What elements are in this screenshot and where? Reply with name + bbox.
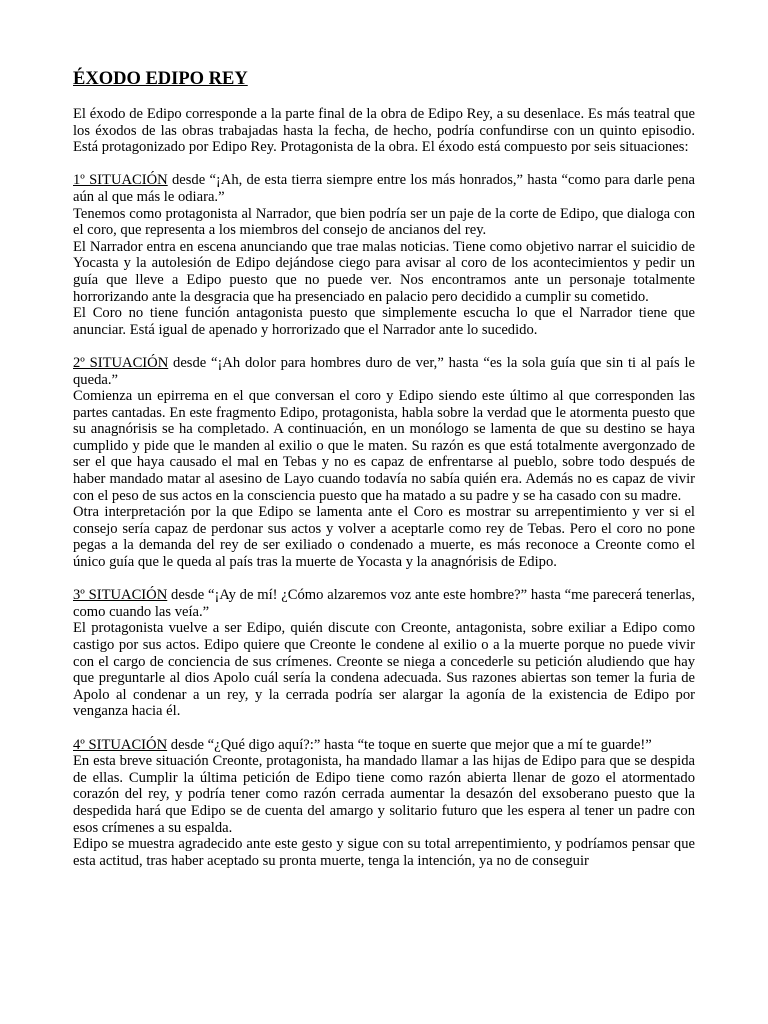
situation-3-label: 3º SITUACIÓN	[73, 587, 168, 604]
situation-1-paragraph-1: Tenemos como protagonista al Narrador, que bien podría ser un paje de la corte de Edipo, que dialoga con el coro, que representa a los miembros del consejo de ancianos del rey.	[73, 205, 695, 239]
situation-2-paragraph-1: Comienza un epirrema en el que conversan el coro y Edipo siendo este último al que corresponden las partes cantadas. En este fragmento Edipo, protagonista, habla sobre la verdad que le atormenta puesto que su anagnórisis se ha completado. A continuación, en un monólogo se lamenta de que su destino se haya cumplido y pide que le manden al exilio o que le maten. Su razón es que está totalmente avergonzado de ser el que haya causado el mal en Tebas y no es capaz de enfrentarse al pueblo, sobre todo después de haber mandado matar al asesino de Layo cuando todavía no sabía quién era. Además no es capaz de vivir con el peso de sus actos en la consciencia puesto que ha matado a su padre y se ha casado con su madre.	[73, 388, 695, 504]
situation-3-paragraph-1: El protagonista vuelve a ser Edipo, quién discute con Creonte, antagonista, sobre exiliar a Edipo como castigo por sus actos. Edipo quiere que Creonte le condene al exilio o a la muerte porque no puede vivir con el cargo de conciencia de sus crímenes. Creonte se niega a concederle su petición aludiendo que hay que preguntarle al dios Apolo cuál sería la condena adecuada. Sus razones abiertas son temer la furia de Apolo al condenar a un rey, y la cerrada podría ser alargar la agonía de la existencia de Edipo por venganza hacia él.	[73, 620, 695, 720]
situation-3-heading	[73, 587, 695, 620]
situation-1-label: 1º SITUACIÓN	[73, 172, 168, 189]
situation-1-heading	[73, 172, 695, 205]
situation-2-label: 2º SITUACIÓN	[73, 354, 169, 371]
situation-1-desc: desde “¡Ah, de esta tierra siempre entre los más honrados,” hasta “como para darle pena aún al que más le odiara.”	[73, 172, 695, 205]
situation-4-paragraph-1: En esta breve situación Creonte, protagonista, ha mandado llamar a las hijas de Edipo para que se despida de ellas. Cumplir la última petición de Edipo tiene como razón abierta llenar de gozo el atormentado corazón del rey, y podría tener como razón cerrada aumentar la desazón del exsoberano puesto que la despedida hará que Edipo se de cuenta del amargo y solitario futuro que les espera al tener un padre con esos crímenes a su espalda.	[73, 753, 695, 836]
situation-4-desc: desde “¿Qué digo aquí?:” hasta “te toque en suerte que mejor que a mí te guarde!”	[167, 736, 652, 753]
situation-3-desc: desde “¡Ay de mí! ¿Cómo alzaremos voz ante este hombre?” hasta “me parecerá tenerlas, como cuando las veía.”	[73, 587, 695, 620]
situation-2-paragraph-2: Otra interpretación por la que Edipo se lamenta ante el Coro es mostrar su arrepentimiento y ver si el consejo sería capaz de perdonar sus actos y volver a aceptarle como rey de Tebas. Pero el coro no pone pegas a la demanda del rey de ser exiliado o condenado a muerte, es más reconoce a Creonte como el único guía que le queda al país tras la muerte de Yocasta y la anagnórisis de Edipo.	[73, 504, 695, 571]
situation-1-paragraph-3: El Coro no tiene función antagonista puesto que simplemente escucha lo que el Narrador tiene que anunciar. Está igual de apenado y horrorizado que el Narrador ante lo sucedido.	[73, 305, 695, 338]
intro-paragraph: El éxodo de Edipo corresponde a la parte final de la obra de Edipo Rey, a su desenlace. Es más teatral que los éxodos de las obras trabajadas hasta la fecha, de hecho, podría confundirse con un quinto episodio. Está protagonizado por Edipo Rey. Protagonista de la obra. El éxodo está compuesto por seis situaciones:	[73, 106, 695, 156]
situation-2-desc: desde “¡Ah dolor para hombres duro de ver,” hasta “es la sola guía que sin ti al país le queda.”	[73, 354, 695, 388]
situation-4-label: 4º SITUACIÓN	[73, 736, 168, 753]
situation-1-paragraph-2: El Narrador entra en escena anunciando que trae malas noticias. Tiene como objetivo narrar el suicidio de Yocasta y la autolesión de Edipo dejándose ciego para avisar al coro de los acontecimientos y pedir un guía que lleve a Edipo puesto que no puede ver. Nos encontramos ante un personaje totalmente horrorizando ante la desgracia que ha presenciado en palacio pero decidido a cumplir su cometido.	[73, 238, 695, 305]
document-title: ÉXODO EDIPO REY	[73, 69, 248, 89]
situation-4-heading	[73, 737, 695, 754]
situation-4-paragraph-2: Edipo se muestra agradecido ante este gesto y sigue con su total arrepentimiento, y podríamos pensar que esta actitud, tras haber aceptado su pronta muerte, tenga la intención, ya no de conseguir	[73, 836, 695, 869]
situation-2-heading	[73, 355, 695, 388]
